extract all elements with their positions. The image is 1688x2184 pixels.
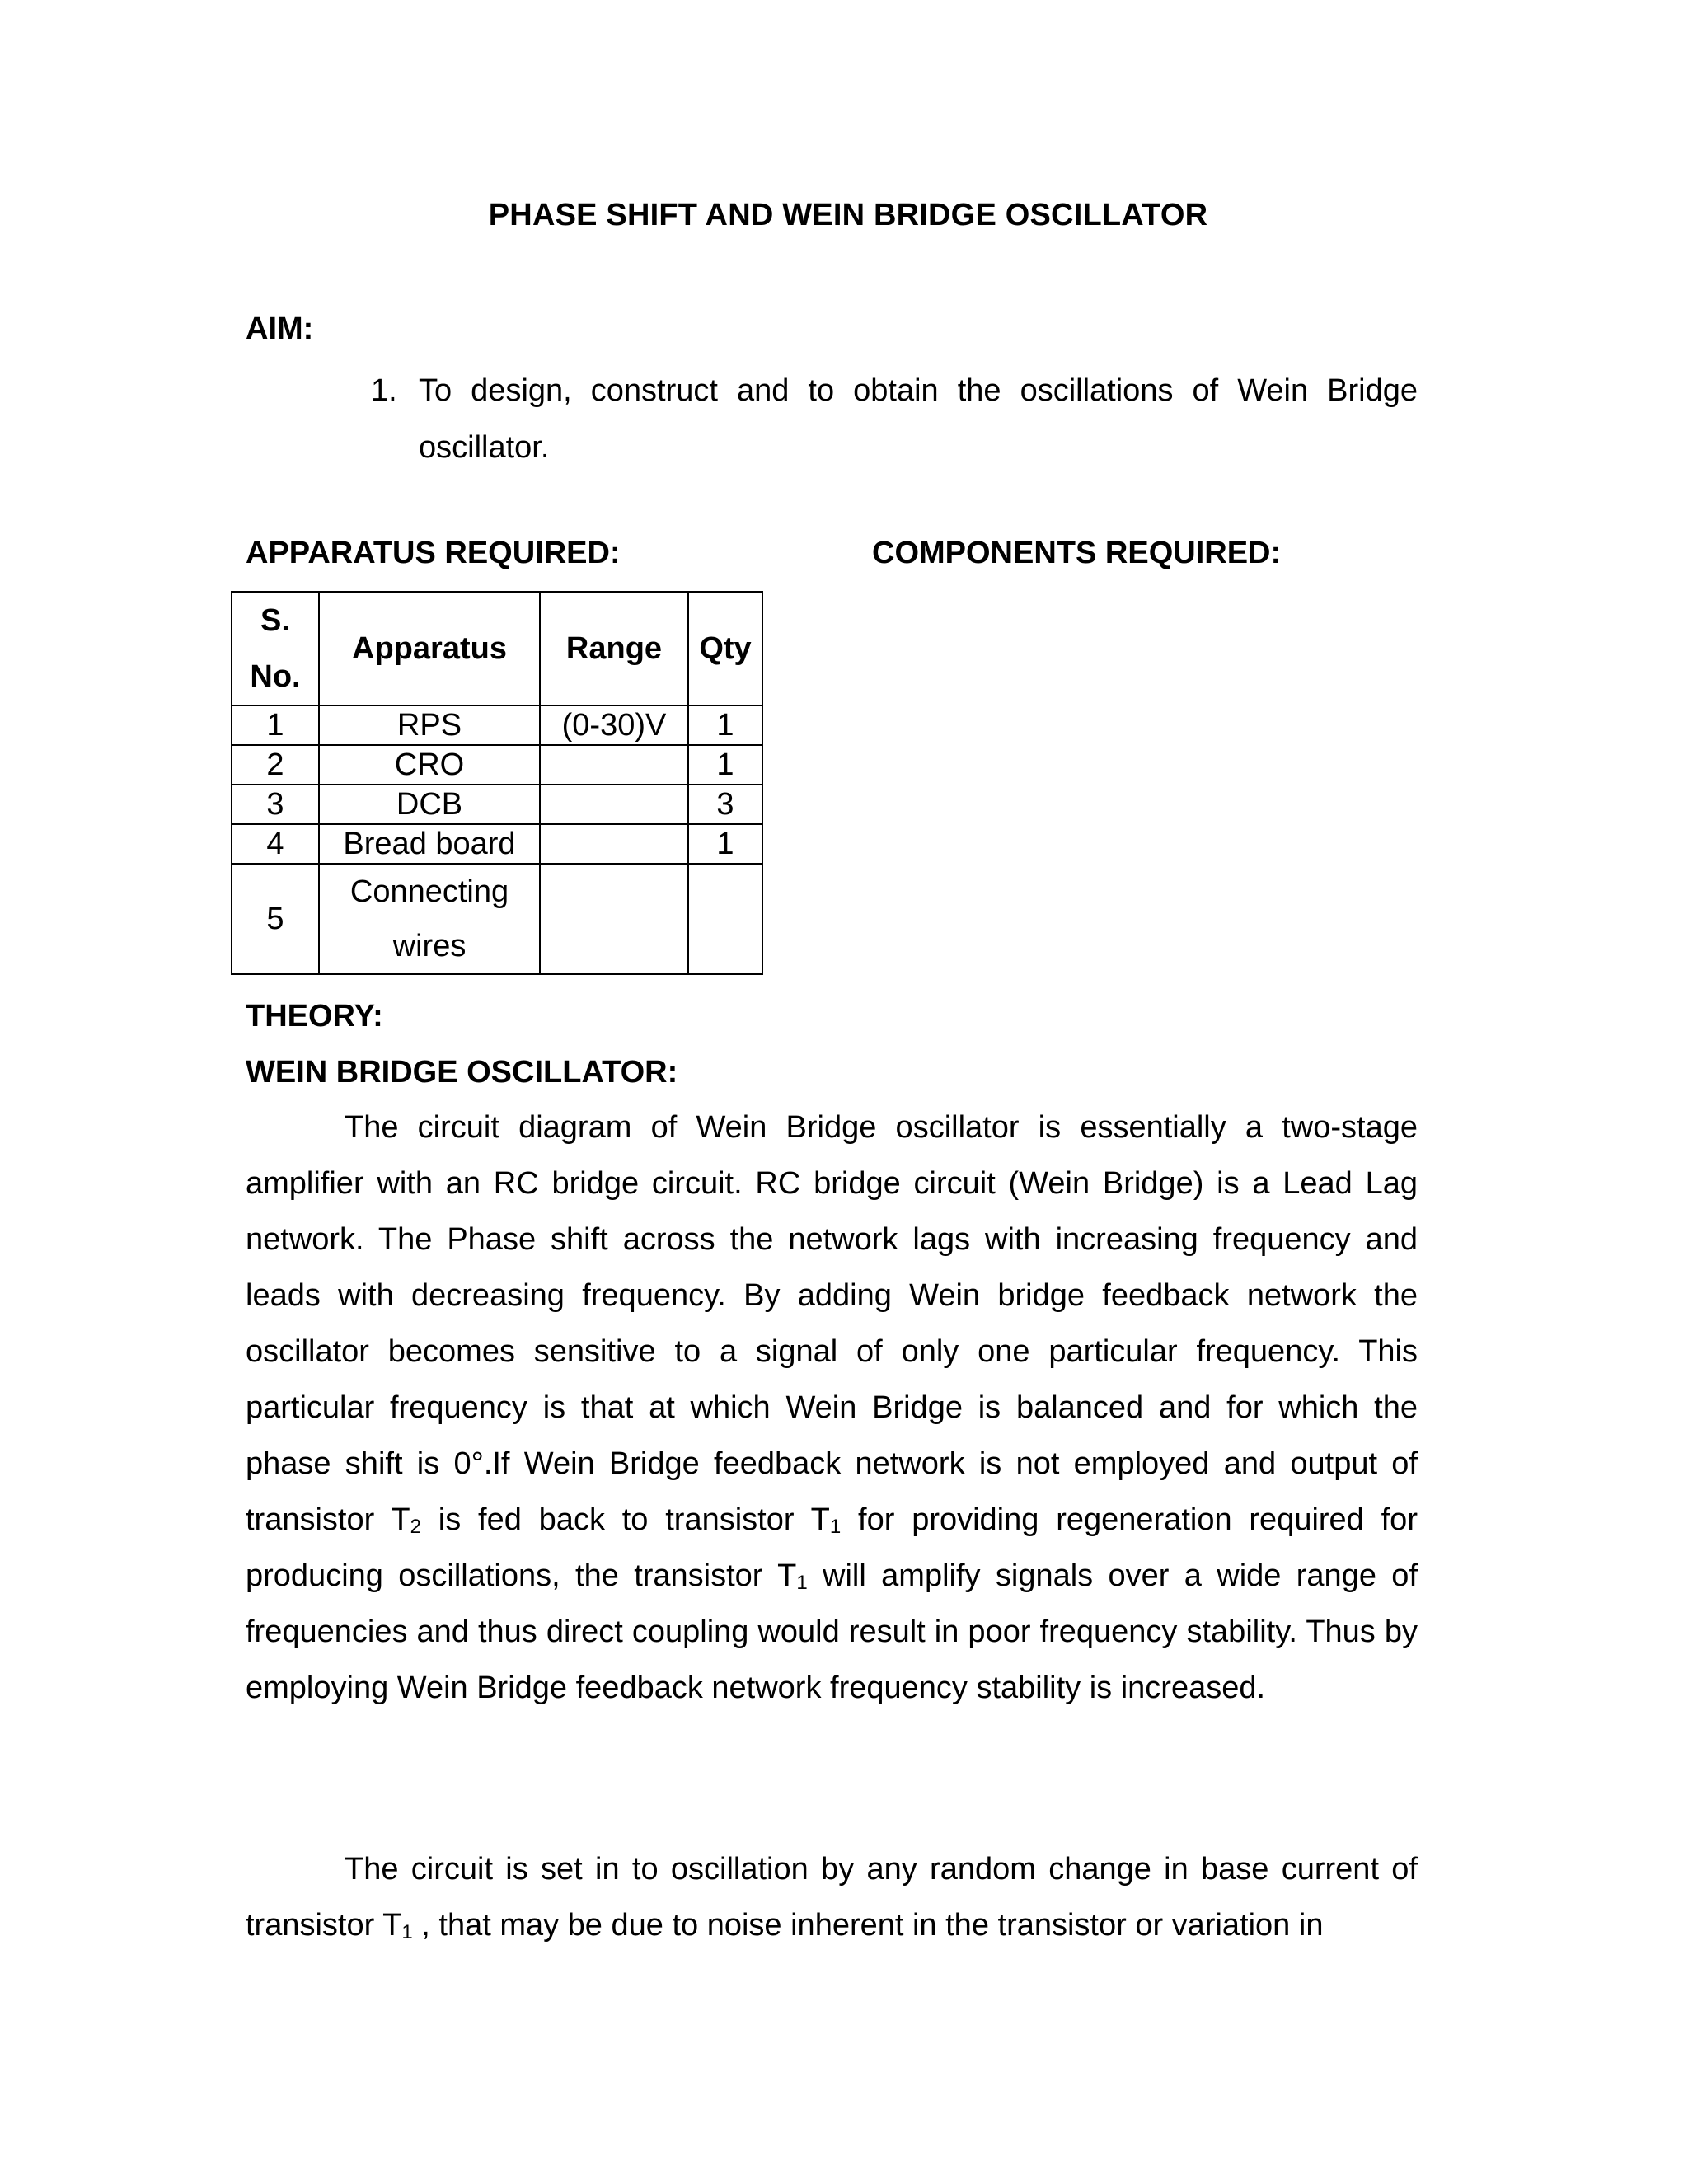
- wein-bridge-subheading: WEIN BRIDGE OSCILLATOR:: [246, 1055, 678, 1090]
- aim-item-text: To design, construct and to obtain the oscillations of Wein Bridge oscillator.: [419, 373, 1418, 465]
- para2-text-a: The circuit is set in to oscillation by any random change in base current of transistor T: [246, 1852, 1418, 1943]
- table-row: [232, 745, 762, 785]
- table-row: [232, 824, 762, 864]
- header-range: Range: [540, 592, 688, 705]
- aim-heading: AIM:: [246, 312, 314, 346]
- subscript-1: 1: [829, 1516, 842, 1538]
- apparatus-heading: APPARATUS REQUIRED:: [246, 536, 621, 570]
- cell-qty: 3: [688, 785, 762, 824]
- cell-apparatus: RPS: [319, 705, 540, 745]
- table-row: [232, 785, 762, 824]
- subscript-1: 1: [796, 1572, 808, 1594]
- para1-text-a: The circuit diagram of Wein Bridge oscillator is essentially a two-stage amplifier with an RC bridge circuit. RC bridge circuit (Wein Bridge) is a Lead Lag network. The Phase shift across the network lags with increasing frequency and leads with decreasing frequency. By adding Wein bridge feedback network the oscillator becomes sensitive to a signal of only one particular frequency. This particular frequency is that at which Wein Bridge is balanced and for which the phase shift is 0°.If Wein Bridge feedback network is not employed and output of transistor T: [246, 1110, 1418, 1537]
- cell-range: [540, 745, 688, 785]
- table-row: [232, 864, 762, 974]
- header-sno: S. No.: [232, 592, 319, 705]
- cell-qty: 1: [688, 705, 762, 745]
- table-header-row: [232, 592, 762, 705]
- para1-text-c: for providing regeneration required for producing oscillations, the transistor T: [246, 1502, 1418, 1593]
- cell-sno: 4: [232, 824, 319, 864]
- cell-range: [540, 785, 688, 824]
- para1-text-d: will amplify signals over a wide range of frequencies and thus direct coupling would result in poor frequency stability. Thus by employing Wein Bridge feedback network frequency stability is increased.: [246, 1558, 1418, 1705]
- cell-range: (0-30)V: [540, 705, 688, 745]
- subscript-1: 1: [401, 1921, 413, 1943]
- aim-item-1: [371, 363, 1418, 476]
- theory-paragraph-2: [246, 1841, 1418, 1953]
- cell-qty: 1: [688, 745, 762, 785]
- page-title: PHASE SHIFT AND WEIN BRIDGE OSCILLATOR: [488, 198, 1208, 232]
- components-heading: COMPONENTS REQUIRED:: [872, 536, 1282, 570]
- cell-range: [540, 864, 688, 974]
- table-row: [232, 705, 762, 745]
- cell-qty: 1: [688, 824, 762, 864]
- cell-range: [540, 824, 688, 864]
- cell-apparatus: Bread board: [319, 824, 540, 864]
- header-apparatus: Apparatus: [319, 592, 540, 705]
- cell-apparatus: Connecting wires: [319, 864, 540, 974]
- cell-sno: 3: [232, 785, 319, 824]
- para1-text-b: is fed back to transistor T: [420, 1502, 830, 1537]
- cell-sno: 2: [232, 745, 319, 785]
- subscript-2: 2: [410, 1516, 421, 1538]
- cell-apparatus: CRO: [319, 745, 540, 785]
- theory-paragraph-1: [246, 1099, 1418, 1716]
- apparatus-table: [231, 591, 763, 975]
- cell-qty: [688, 864, 762, 974]
- cell-apparatus: DCB: [319, 785, 540, 824]
- header-qty: Qty: [688, 592, 762, 705]
- para2-text-b: , that may be due to noise inherent in the transistor or variation in: [412, 1908, 1324, 1943]
- cell-sno: 5: [232, 864, 319, 974]
- cell-sno: 1: [232, 705, 319, 745]
- theory-heading: THEORY:: [246, 999, 383, 1033]
- aim-item-number: 1.: [371, 373, 397, 408]
